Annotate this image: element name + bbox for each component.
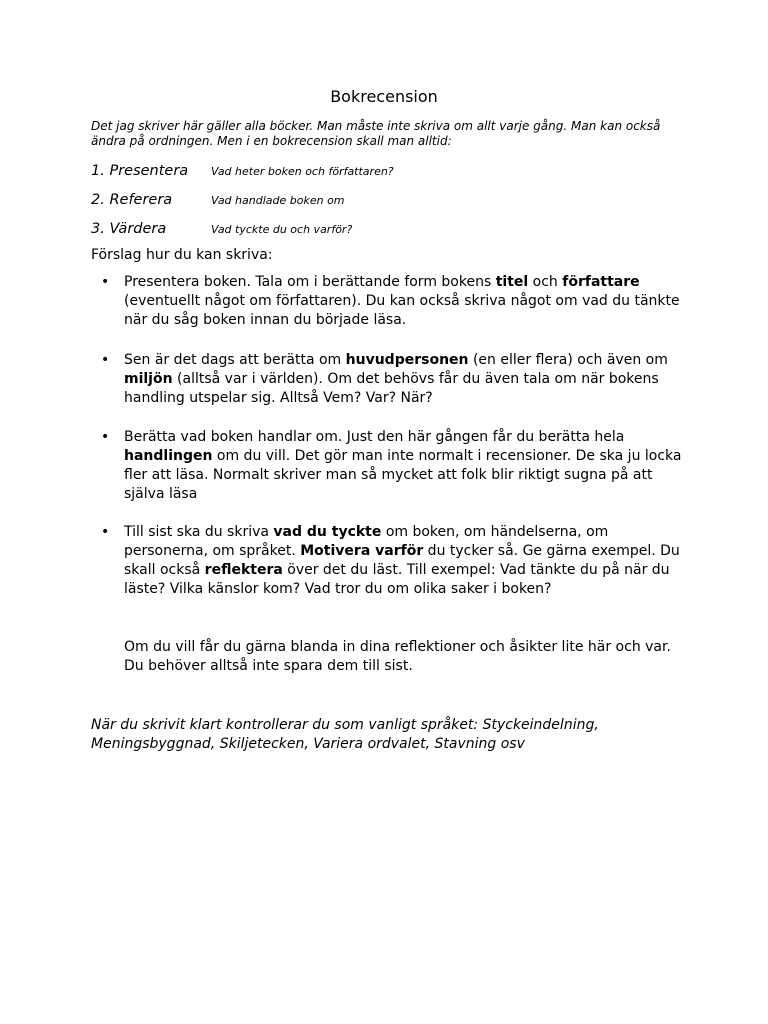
step-name: 3. Värdera xyxy=(91,221,167,237)
suggestions-heading: Förslag hur du kan skriva: xyxy=(91,247,273,263)
emphasized-text: titel xyxy=(495,274,529,290)
bullet-text: Till sist ska du skriva vad du tyckte om boken, om händelserna, om personerna, om språket. Motivera varför du tycker så. Ge gärna exempel. Du skall också reflektera över det du läst. Till exempel: Vad tänkte du på när du läste? Vilka känslor kom? Vad tror du om olika saker i boken? xyxy=(124,524,680,597)
emphasized-text: Motivera varför xyxy=(300,543,424,559)
step-refer xyxy=(91,189,691,208)
emphasized-text: reflektera xyxy=(204,562,283,578)
bullet-symbol: • xyxy=(101,352,110,368)
closing-note: När du skrivit klart kontrollerar du som vanligt språket: Styckeindelning, Meningsbyggnad, Skiljetecken, Variera ordvalet, Stavning osv xyxy=(91,717,599,752)
bullet-symbol: • xyxy=(101,524,110,540)
intro-text: Det jag skriver här gäller alla böcker. Man måste inte skriva om allt varje gång. Man kan också ändra på ordningen. Men i en bokrecension skall man alltid: xyxy=(91,119,661,148)
bullet-text: Sen är det dags att berätta om huvudpersonen (en eller flera) och även om miljön (alltså var i världen). Om det behövs får du även tala om när bokens handling utspelar sig. Alltså Vem? Var? När? xyxy=(124,352,668,406)
step-description: Vad handlade boken om xyxy=(211,194,345,207)
step-present xyxy=(91,160,691,179)
step-name: 1. Presentera xyxy=(91,163,189,179)
emphasized-text: miljön xyxy=(124,371,173,387)
bullet-symbol: • xyxy=(101,274,110,290)
bullet-symbol: • xyxy=(101,429,110,445)
step-evaluate xyxy=(91,218,691,237)
emphasized-text: författare xyxy=(562,274,640,290)
page-title: Bokrecension xyxy=(330,87,438,106)
bullet-text: Berätta vad boken handlar om. Just den här gången får du berätta hela handlingen om du vill. Det gör man inte normalt i recensioner. De ska ju locka fler att läsa. Normalt skriver man så mycket att folk blir riktigt sugna på att själva läsa xyxy=(124,429,682,502)
emphasized-text: vad du tyckte xyxy=(273,524,382,540)
bullet-extra-text: Om du vill får du gärna blanda in dina reflektioner och åsikter lite här och var. Du behöver alltså inte spara dem till sist. xyxy=(124,639,671,674)
step-description: Vad tyckte du och varför? xyxy=(211,223,353,236)
step-description: Vad heter boken och författaren? xyxy=(211,165,394,178)
step-name: 2. Referera xyxy=(91,192,173,208)
bullet-text: Presentera boken. Tala om i berättande form bokens titel och författare (eventuellt något om författaren). Du kan också skriva något om vad du tänkte när du såg boken innan du började läsa. xyxy=(124,274,680,328)
emphasized-text: handlingen xyxy=(124,448,213,464)
emphasized-text: huvudpersonen xyxy=(345,352,469,368)
